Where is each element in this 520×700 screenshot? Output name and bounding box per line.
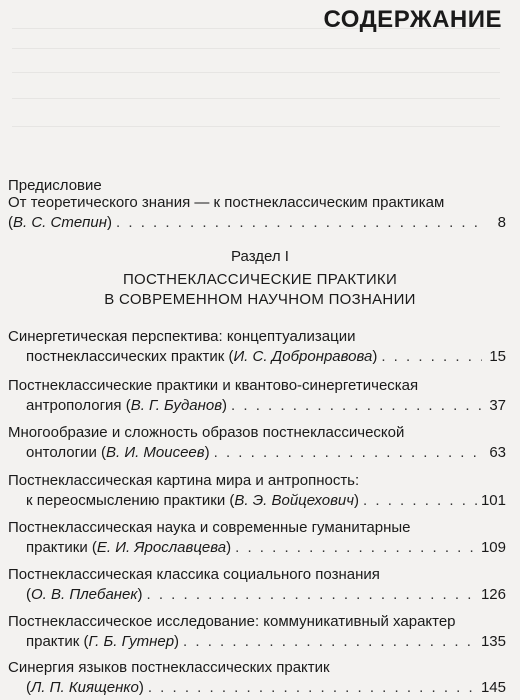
preface-heading: Предисловие — [8, 177, 102, 194]
entry-page-number: 63 — [489, 444, 506, 461]
entry-title: Постнеклассическая наука и современные гуманитарные — [8, 519, 411, 536]
entry-author-line: (В. С. Степин) — [8, 214, 113, 231]
entry-page-number: 135 — [480, 633, 506, 650]
toc-entry[interactable] — [8, 376, 506, 416]
toc-entry[interactable] — [8, 423, 506, 463]
entry-title: Постнеклассическая картина мира и антропность: — [8, 472, 360, 489]
entry-author: Е. И. Ярославцева — [96, 539, 227, 556]
toc-entry[interactable] — [8, 471, 506, 511]
toc-entry[interactable] — [8, 612, 506, 652]
leader-dots — [381, 347, 482, 367]
entry-author: О. В. Плебанек — [31, 586, 138, 603]
entry-author: В. С. Степин — [13, 214, 108, 231]
entry-page-number: 109 — [480, 539, 506, 556]
show-through-line — [12, 48, 500, 49]
leader-dots — [146, 585, 476, 605]
entry-page-number: 126 — [480, 586, 506, 603]
leader-dots — [116, 213, 482, 233]
show-through-line — [12, 126, 500, 127]
toc-entry[interactable] — [8, 658, 506, 698]
entry-subtitle: практики (Е. И. Ярославцева) — [26, 539, 232, 556]
leader-dots — [148, 678, 477, 698]
entry-author: В. Г. Буданов — [130, 397, 223, 414]
entry-title: От теоретического знания — к постнеклассическим практикам — [8, 194, 445, 211]
leader-dots — [183, 632, 477, 652]
entry-subtitle: к переосмыслению практики (В. Э. Войцехович) — [26, 492, 360, 509]
section-title-line2: В СОВРЕМЕННОМ НАУЧНОМ ПОЗНАНИИ — [104, 291, 416, 308]
page-title: СОДЕРЖАНИЕ — [323, 6, 502, 33]
toc-entry[interactable] — [8, 565, 506, 605]
entry-subtitle: практик (Г. Б. Гутнер) — [26, 633, 180, 650]
entry-author: В. И. Моисеев — [106, 444, 205, 461]
leader-dots — [363, 491, 477, 511]
entry-title: Постнеклассические практики и квантово-синергетическая — [8, 377, 419, 394]
entry-subtitle: (О. В. Плебанек) — [26, 586, 143, 603]
section-title-line1: ПОСТНЕКЛАССИЧЕСКИЕ ПРАКТИКИ — [122, 271, 398, 288]
entry-title: Постнеклассическая классика социального познания — [8, 566, 380, 583]
show-through-line — [12, 98, 500, 99]
entry-page-number: 8 — [497, 214, 506, 231]
entry-page-number: 37 — [489, 397, 506, 414]
leader-dots — [214, 443, 482, 463]
entry-subtitle: антропология (В. Г. Буданов) — [26, 397, 228, 414]
entry-page-number: 145 — [480, 679, 506, 696]
entry-title: Синергия языков постнеклассических практик — [8, 659, 330, 676]
entry-title: Многообразие и сложность образов постнеклассической — [8, 424, 405, 441]
entry-subtitle: онтологии (В. И. Моисеев) — [26, 444, 210, 461]
entry-author: И. С. Добронравова — [233, 348, 373, 365]
section-number: Раздел I — [231, 248, 289, 265]
entry-title: Синергетическая перспектива: концептуализации — [8, 328, 356, 345]
entry-page-number: 101 — [480, 492, 506, 509]
toc-entry[interactable] — [8, 518, 506, 558]
preface-entry[interactable] — [8, 193, 506, 233]
leader-dots — [231, 396, 482, 416]
entry-title: Постнеклассическое исследование: коммуникативный характер — [8, 613, 456, 630]
entry-page-number: 15 — [489, 348, 506, 365]
entry-author: В. Э. Войцехович — [234, 492, 355, 509]
entry-subtitle: (Л. П. Киященко) — [26, 679, 144, 696]
entry-author: Г. Б. Гутнер — [88, 633, 175, 650]
leader-dots — [235, 538, 477, 558]
entry-subtitle: постнеклассических практик (И. С. Добронравова) — [26, 348, 378, 365]
toc-entry[interactable] — [8, 327, 506, 367]
entry-author: Л. П. Киященко — [31, 679, 139, 696]
show-through-line — [12, 72, 500, 73]
